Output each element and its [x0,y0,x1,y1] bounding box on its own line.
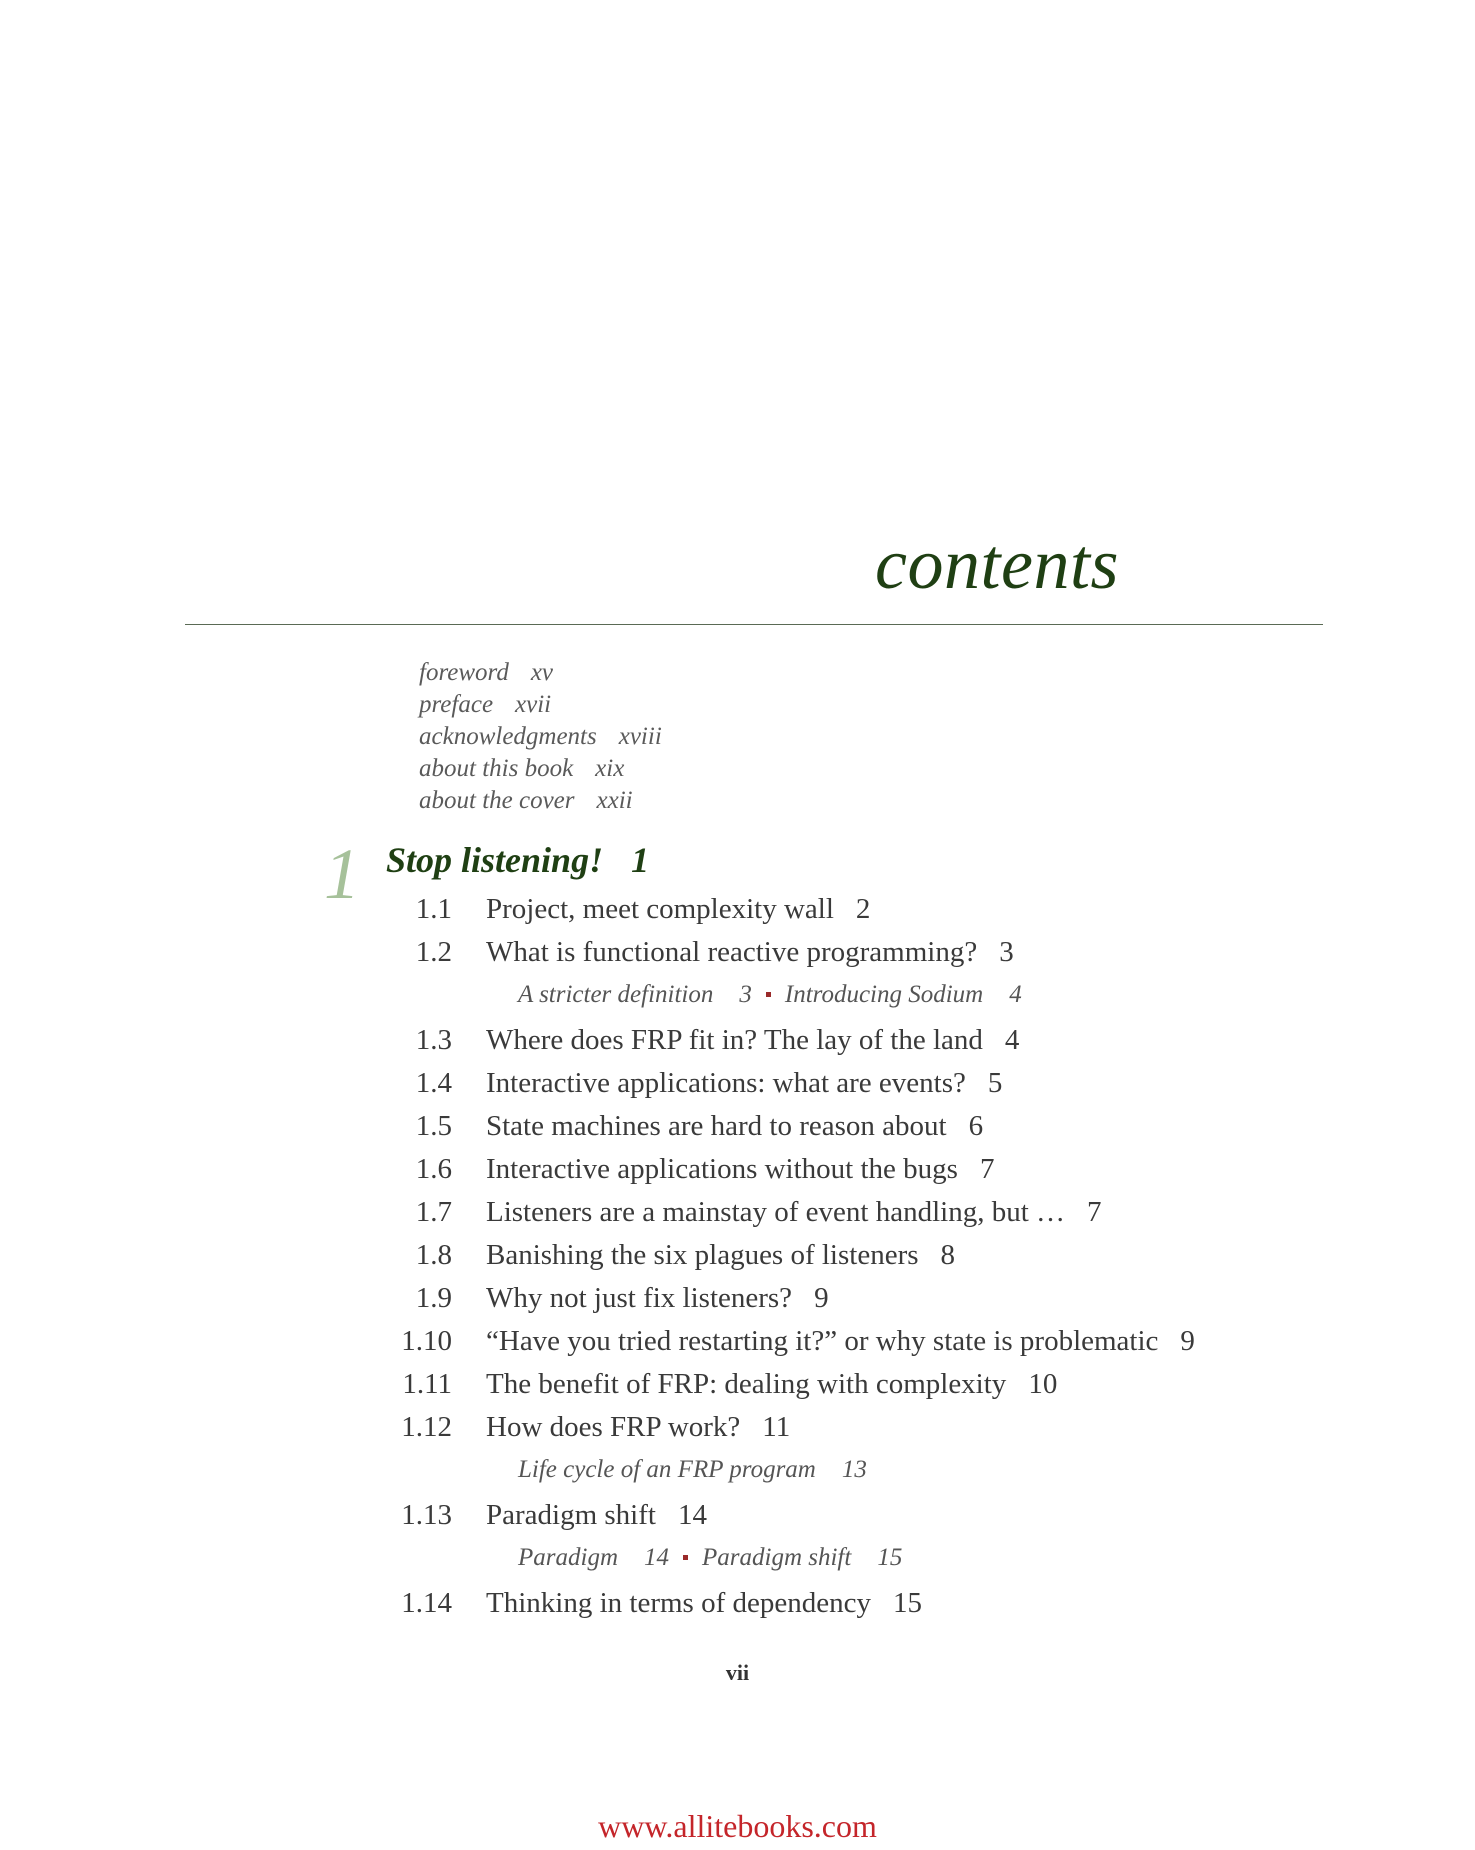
section-title: Where does FRP fit in? The lay of the land [486,1024,983,1056]
chapter-page: 1 [631,840,650,880]
section-number: 1.4 [415,1067,452,1099]
toc-section[interactable] [380,1407,1280,1447]
section-title: What is functional reactive programming? [486,936,978,968]
chapter-number: 1 [324,834,360,914]
watermark-link[interactable]: www.allitebooks.com [598,1808,877,1844]
section-title: Banishing the six plagues of listeners [486,1239,919,1271]
section-title: Paradigm shift [486,1499,656,1531]
section-number: 1.2 [415,936,452,968]
page-number: vii [725,1660,750,1685]
section-number: 1.11 [402,1368,452,1400]
section-title: How does FRP work? [486,1411,741,1443]
section-number: 1.13 [401,1499,452,1531]
front-matter-list [419,657,662,817]
section-number: 1.8 [415,1239,452,1271]
front-matter-item[interactable] [419,785,662,817]
fm-title: foreword [419,659,509,686]
front-matter-item[interactable] [419,721,662,753]
section-title: Project, meet complexity wall [486,893,834,925]
subsection-line [518,978,1022,1012]
subsection-page: 13 [841,1456,867,1483]
fm-title: acknowledgments [419,723,597,750]
section-page: 15 [892,1587,922,1619]
section-title: State machines are hard to reason about [486,1110,947,1142]
section-title: Thinking in terms of dependency [486,1587,871,1619]
chapter-heading[interactable] [386,838,649,882]
section-number: 1.7 [415,1196,452,1228]
section-page: 7 [979,1153,995,1185]
title-rule [185,624,1323,625]
section-number: 1.10 [401,1325,452,1357]
section-title: The benefit of FRP: dealing with complexity [486,1368,1007,1400]
fm-page: xvii [515,691,552,718]
fm-title: preface [419,691,494,718]
toc-section[interactable] [380,1149,1280,1189]
section-number: 1.14 [401,1587,452,1619]
fm-title: about this book [419,755,574,782]
subsection-title[interactable]: Life cycle of an FRP program [518,1456,816,1483]
section-number: 1.1 [415,893,452,925]
subsection-line [518,1541,902,1575]
section-page: 6 [968,1110,984,1142]
section-number: 1.9 [415,1282,452,1314]
fm-title: about the cover [419,787,575,814]
front-matter-item[interactable] [419,753,662,785]
section-page: 9 [1180,1325,1195,1357]
bullet-separator [766,992,771,997]
section-title: “Have you tried restarting it?” or why state is problematic [486,1325,1159,1357]
toc-section[interactable] [380,1235,1280,1275]
toc-section[interactable] [380,1192,1280,1232]
front-matter-item[interactable] [419,657,662,689]
subsection-page: 15 [877,1544,903,1571]
toc-section[interactable] [380,889,1280,929]
fm-page: xix [595,755,625,782]
section-number: 1.3 [415,1024,452,1056]
section-page: 3 [999,936,1014,968]
toc-section[interactable] [380,1063,1280,1103]
section-page: 8 [940,1239,956,1271]
section-page: 2 [855,893,871,925]
subsection-title[interactable]: Introducing Sodium [784,981,984,1008]
section-title: Interactive applications without the bugs [486,1153,958,1185]
section-page: 5 [987,1067,1003,1099]
toc-section[interactable] [380,932,1280,972]
subsection-title[interactable]: A stricter definition [518,981,714,1008]
section-page: 7 [1087,1196,1102,1228]
section-title: Interactive applications: what are events? [486,1067,966,1099]
front-matter-item[interactable] [419,689,662,721]
subsection-page: 4 [1009,981,1022,1008]
section-page: 9 [814,1282,829,1314]
section-number: 1.6 [415,1153,452,1185]
section-number: 1.5 [415,1110,452,1142]
bullet-separator [683,1555,688,1560]
chapter-title: Stop listening! [386,840,604,880]
fm-page: xv [530,659,554,686]
page-title: contents [875,524,1119,604]
toc-section[interactable] [380,1278,1280,1318]
toc-section[interactable] [380,1020,1280,1060]
subsection-line [518,1453,867,1487]
subsection-title[interactable]: Paradigm shift [702,1544,852,1571]
toc-section[interactable] [380,1321,1280,1361]
toc-section[interactable] [380,1583,1280,1623]
toc-section[interactable] [380,1495,1280,1535]
subsection-page: 14 [644,1544,669,1571]
section-number: 1.12 [401,1411,452,1443]
toc-section[interactable] [380,1364,1280,1404]
section-title: Listeners are a mainstay of event handling, but … [486,1196,1066,1228]
toc-section[interactable] [380,1106,1280,1146]
section-page: 11 [762,1411,791,1443]
section-title: Why not just fix listeners? [486,1282,793,1314]
fm-page: xviii [618,723,662,750]
subsection-page: 3 [739,981,752,1008]
section-page: 14 [677,1499,707,1531]
subsection-title[interactable]: Paradigm [518,1544,618,1571]
section-page: 4 [1004,1024,1020,1056]
fm-page: xxii [596,787,633,814]
section-page: 10 [1028,1368,1058,1400]
